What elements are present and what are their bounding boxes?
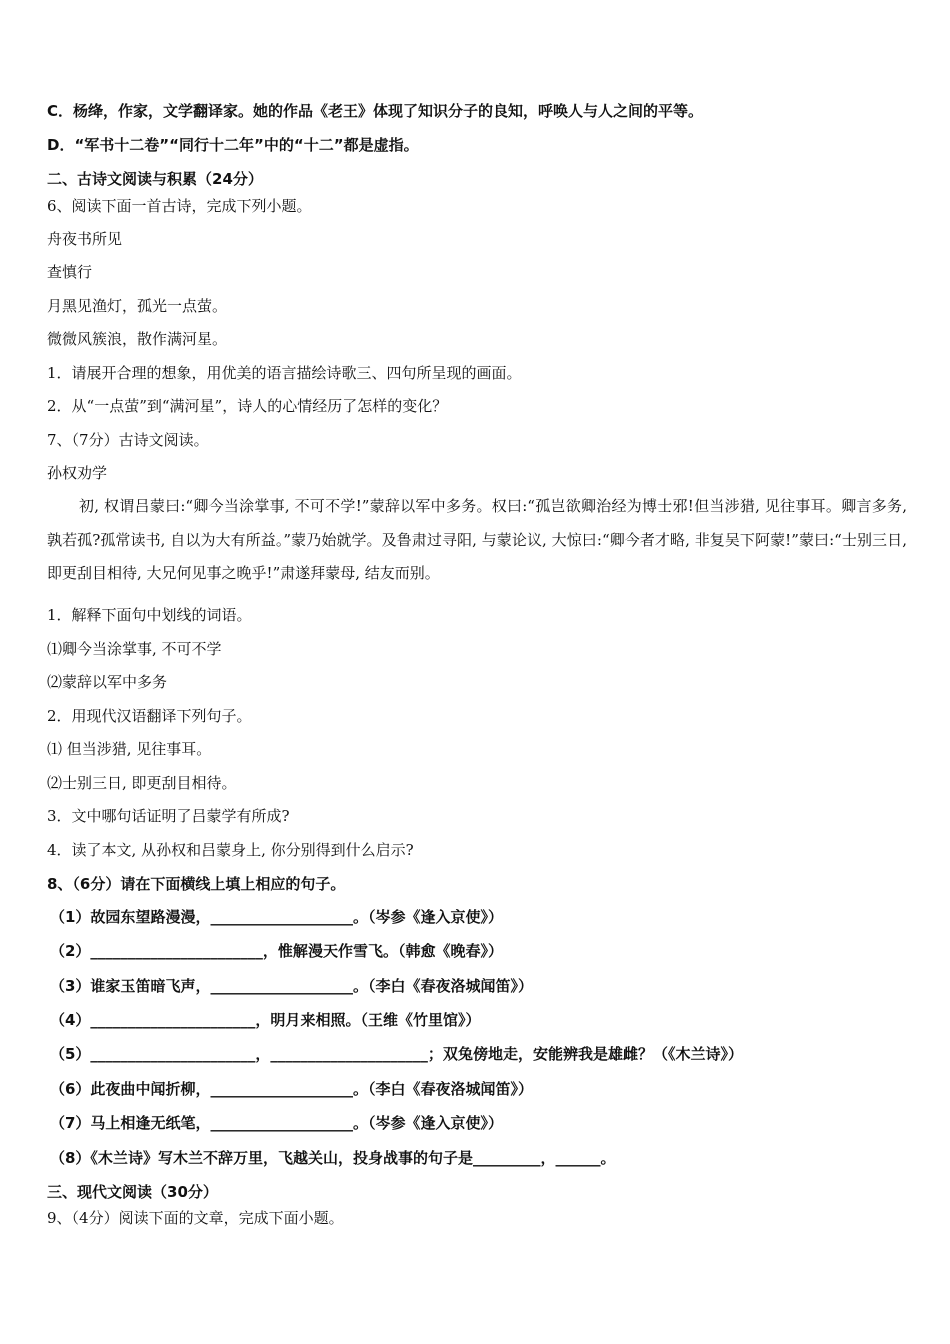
poem-line-1: 月黑见渔灯，孤光一点萤。	[47, 297, 228, 315]
q7-sub-2: 2．用现代汉语翻译下列句子。	[47, 707, 252, 725]
q7-sub-1: 1．解释下面句中划线的词语。	[47, 606, 252, 624]
poem-line-2: 微微风簇浪，散作满河星。	[47, 330, 228, 348]
q6-sub-1: 1．请展开合理的想象，用优美的语言描绘诗歌三、四句所呈现的画面。	[47, 364, 522, 382]
q6-sub-2: 2．从“一点萤”到“满河星”，诗人的心情经历了怎样的变化？	[47, 397, 448, 415]
poem-title: 舟夜书所见	[47, 230, 123, 248]
q8-item-2: （2）_______________________，惟解漫天作雪飞。（韩愈《晚春》）	[50, 942, 503, 960]
q8-item-7: （7）马上相逢无纸笔，___________________。（岑参《逢入京使》）	[50, 1114, 503, 1132]
q8-item-8: （8）《木兰诗》写木兰不辞万里，飞越关山，投身战事的句子是_________，______。	[50, 1149, 616, 1167]
option-c: C．杨绛，作家，文学翻译家。她的作品《老王》体现了知识分子的良知，呼唤人与人之间的平等。	[47, 102, 704, 120]
q7-sub-2-2: ⑵士别三日, 即更刮目相待。	[47, 774, 237, 792]
section-heading-2: 二、古诗文阅读与积累（24分）	[47, 170, 263, 188]
q8-item-1: （1）故园东望路漫漫，___________________。（岑参《逢入京使》）	[50, 908, 503, 926]
q8-item-3: （3）谁家玉笛暗飞声，___________________。（李白《春夜洛城闻笛》）	[50, 977, 533, 995]
poem-author: 查慎行	[47, 263, 93, 281]
passage-text: 初, 权谓吕蒙曰:“卿今当涂掌事, 不可不学!”蒙辞以军中多务。权曰:“孤岂欲卿治经为博士邪!但当涉猎, 见往事耳。卿言多务, 孰若孤?孤常读书, 自以为大有所益。”蒙乃始就学。及鲁肃过寻阳, 与蒙论议, 大惊曰:“卿今者才略, 非复吴下阿蒙!”蒙曰:“士别三日, 即更刮目相待, 大兄何见事之晚乎!”肃遂拜蒙母, 结友而别。	[47, 497, 907, 582]
q8-item-5: （5）______________________，_____________________；双兔傍地走，安能辨我是雄雌？（《木兰诗》）	[50, 1045, 743, 1063]
question-8: 8、（6分）请在下面横线上填上相应的句子。	[47, 875, 346, 893]
q7-sub-4: 4．读了本文, 从孙权和吕蒙身上, 你分别得到什么启示?	[47, 841, 414, 859]
q8-item-6: （6）此夜曲中闻折柳，___________________。（李白《春夜洛城闻笛》）	[50, 1080, 533, 1098]
section-heading-3: 三、现代文阅读（30分）	[47, 1183, 218, 1201]
q8-item-4: （4）______________________，明月来相照。（王维《竹里馆》）	[50, 1011, 481, 1029]
q7-sub-1-1: ⑴卿今当涂掌事, 不可不学	[47, 640, 222, 658]
passage-title: 孙权劝学	[47, 464, 108, 482]
q7-sub-3: 3．文中哪句话证明了吕蒙学有所成?	[47, 807, 290, 825]
question-9: 9、（4分）阅读下面的文章，完成下面小题。	[47, 1209, 344, 1227]
q7-sub-1-2: ⑵蒙辞以军中多务	[47, 673, 168, 691]
option-d: D．“军书十二卷”“同行十二年”中的“十二”都是虚指。	[47, 136, 419, 154]
question-6: 6、阅读下面一首古诗，完成下列小题。	[47, 197, 312, 215]
q7-sub-2-1: ⑴ 但当涉猎, 见往事耳。	[47, 740, 212, 758]
question-7: 7、（7分）古诗文阅读。	[47, 431, 209, 449]
